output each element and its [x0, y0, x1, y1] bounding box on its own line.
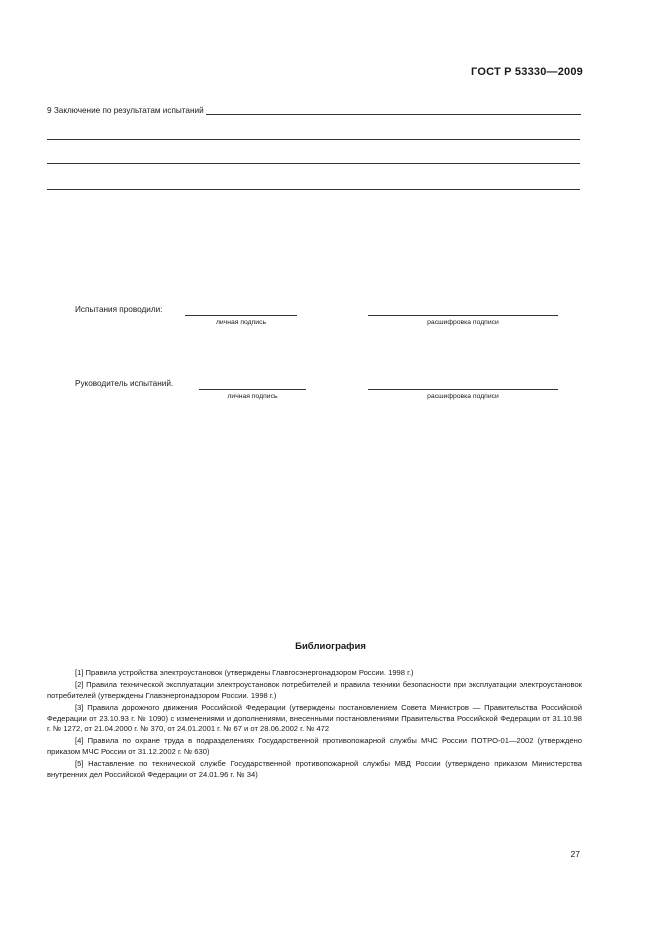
bibliography-item: [3] Правила дорожного движения Российской Федерации (утверждены постановлением Совета Министров — Правительства Российской Федерации от 23.10.93 г. № 1090) с изменениями и дополнениями, внесенными постановлениями Правительства Российской Федерации от 31.10.98 г. № 1272, от 21.04.2000 г. № 370, от 24.01.2001 г. № 67 и от 28.06.2002 г. № 472: [47, 702, 582, 734]
bibliography-item: [2] Правила технической эксплуатации электроустановок потребителей и правила техники безопасности при эксплуатации электроустановок потребителей (утверждены Главэнергонадзором России. 1998 г.): [47, 680, 582, 700]
document-code: ГОСТ Р 53330—2009: [471, 66, 583, 78]
testers-decoding-line[interactable]: [368, 315, 558, 316]
conclusion-section: [47, 106, 581, 115]
head-label: Руководитель испытаний.: [75, 379, 174, 388]
conclusion-blank-line[interactable]: [47, 139, 580, 140]
page-number: 27: [570, 849, 580, 859]
testers-label: Испытания проводили:: [75, 305, 163, 314]
head-signature-line[interactable]: [199, 389, 306, 390]
conclusion-field-line[interactable]: [206, 106, 581, 115]
bibliography-item: [4] Правила по охране труда в подразделениях Государственной противопожарной службы МЧС России ПОТРО-01—2002 (утверждено приказом МЧС России от 31.12.2002 г. № 630): [47, 736, 582, 756]
bibliography-title: Библиография: [295, 641, 366, 652]
bibliography-item: [5] Наставление по технической службе Государственной противопожарной службы МВД России (утверждено приказом Министерства внутренних дел Российской Федерации от 24.01.96 г. № 34): [47, 759, 582, 779]
bibliography-item: [1] Правила устройства электроустановок (утверждены Главгосэнергонадзором России. 1998 г.): [75, 668, 414, 677]
conclusion-blank-line[interactable]: [47, 163, 580, 164]
testers-signature-line[interactable]: [185, 315, 297, 316]
decoding-caption: расшифровка подписи: [427, 393, 499, 400]
conclusion-label: 9 Заключение по результатам испытаний: [47, 106, 204, 115]
signature-caption: личная подпись: [215, 319, 267, 326]
head-decoding-line[interactable]: [368, 389, 558, 390]
bibliography-list: [47, 668, 582, 782]
conclusion-blank-line[interactable]: [47, 189, 580, 190]
signature-caption: личная подпись: [227, 393, 278, 400]
decoding-caption: расшифровка подписи: [427, 319, 499, 326]
